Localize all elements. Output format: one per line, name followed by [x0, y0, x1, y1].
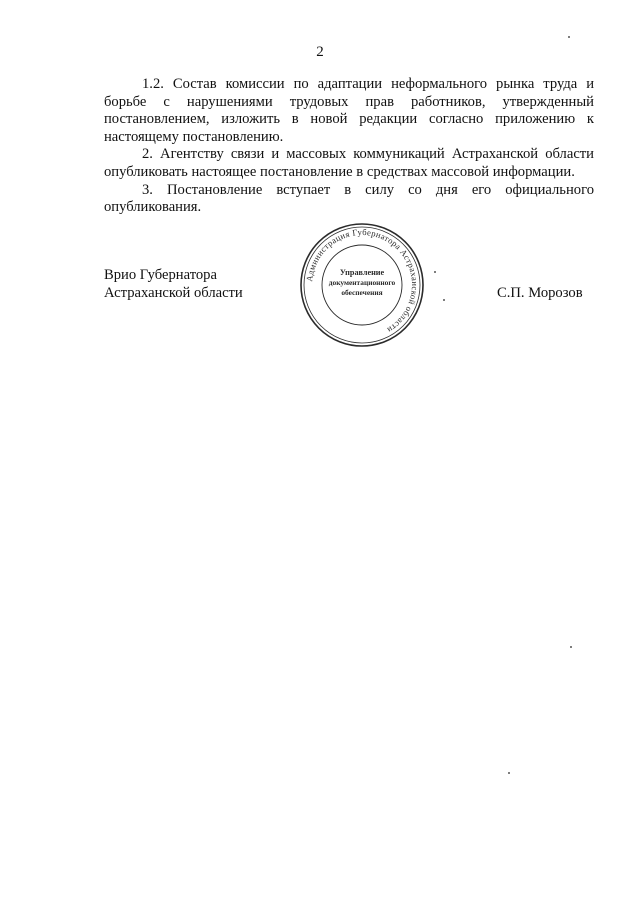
- signatory-title-line1: Врио Губернатора: [104, 267, 217, 283]
- paragraph-1-2: 1.2. Состав комиссии по адаптации неформального рынка труда и борьбе с нарушениями трудовых прав работников, утвержденный постановлением, изложить в новой редакции согласно приложению к настоящему постановлению.: [104, 76, 594, 145]
- seal-center-line1: Управление: [339, 268, 385, 277]
- scan-speck: [434, 271, 436, 273]
- signatory-title-line2: Астраханской области: [104, 285, 243, 301]
- signatory-name: С.П. Морозов: [497, 285, 583, 301]
- scan-speck: [508, 772, 510, 774]
- paragraph-2: 2. Агентству связи и массовых коммуникаций Астраханской области опубликовать настоящее постановление в средствах массовой информации.: [104, 146, 594, 180]
- seal-ring-text: Администрация Губернатора Астраханской области: [304, 226, 421, 336]
- seal-center-line2: документационного: [328, 278, 396, 287]
- official-seal-stamp: [299, 222, 425, 348]
- paragraph-3: 3. Постановление вступает в силу со дня его официального опубликования.: [104, 181, 594, 216]
- signatory-title: [104, 266, 243, 302]
- page-number: 2: [316, 44, 324, 60]
- document-body: [104, 76, 594, 217]
- seal-center-line3: обеспечения: [341, 288, 383, 297]
- scan-speck: [443, 299, 445, 301]
- scan-speck: [570, 646, 572, 648]
- scan-speck: [568, 36, 570, 38]
